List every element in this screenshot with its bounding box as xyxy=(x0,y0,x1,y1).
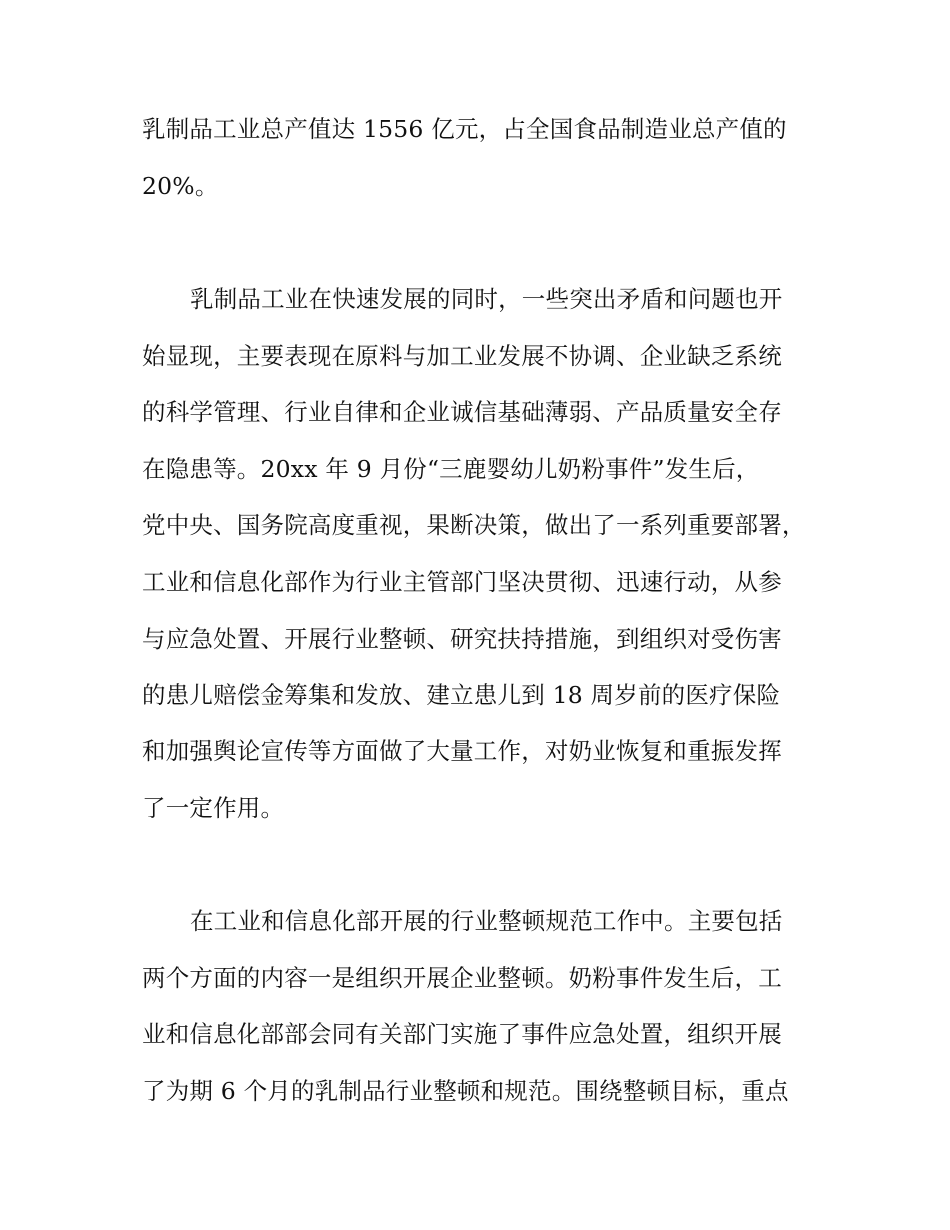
paragraph-3-line-1: 在工业和信息化部开展的行业整顿规范工作中。主要包括 xyxy=(190,907,783,935)
paragraph-2-line-10: 了一定作用。 xyxy=(142,794,285,822)
paragraph-3-line-3: 业和信息化部部会同有关部门实施了事件应急处置，组织开展 xyxy=(142,1020,782,1048)
paragraph-2-line-7: 与应急处置、开展行业整顿、研究扶持措施，到组织对受伤害 xyxy=(142,625,782,653)
paragraph-2-line-1: 乳制品工业在快速发展的同时，一些突出矛盾和问题也开 xyxy=(190,285,783,313)
paragraph-2-line-2: 始显现，主要表现在原料与加工业发展不协调、企业缺乏系统 xyxy=(142,342,782,370)
paragraph-2-line-5: 党中央、国务院高度重视，果断决策，做出了一系列重要部署， xyxy=(142,511,806,539)
paragraph-2-line-9: 和加强舆论宣传等方面做了大量工作，对奶业恢复和重振发挥 xyxy=(142,737,782,765)
paragraph-3-line-2: 两个方面的内容一是组织开展企业整顿。奶粉事件发生后，工 xyxy=(142,964,782,992)
paragraph-1-line-1: 乳制品工业总产值达 1556 亿元，占全国食品制造业总产值的 xyxy=(142,115,787,143)
paragraph-2-line-6: 工业和信息化部作为行业主管部门坚决贯彻、迅速行动，从参 xyxy=(142,568,782,596)
paragraph-2-line-4: 在隐患等。20xx 年 9 月份“三鹿婴幼儿奶粉事件”发生后， xyxy=(142,455,760,483)
paragraph-3-line-4: 了为期 6 个月的乳制品行业整顿和规范。围绕整顿目标，重点 xyxy=(142,1077,789,1105)
paragraph-1-line-2: 20%。 xyxy=(142,172,219,200)
paragraph-2-line-8: 的患儿赔偿金筹集和发放、建立患儿到 18 周岁前的医疗保险 xyxy=(142,681,781,709)
paragraph-2-line-3: 的科学管理、行业自律和企业诚信基础薄弱、产品质量安全存 xyxy=(142,398,782,426)
